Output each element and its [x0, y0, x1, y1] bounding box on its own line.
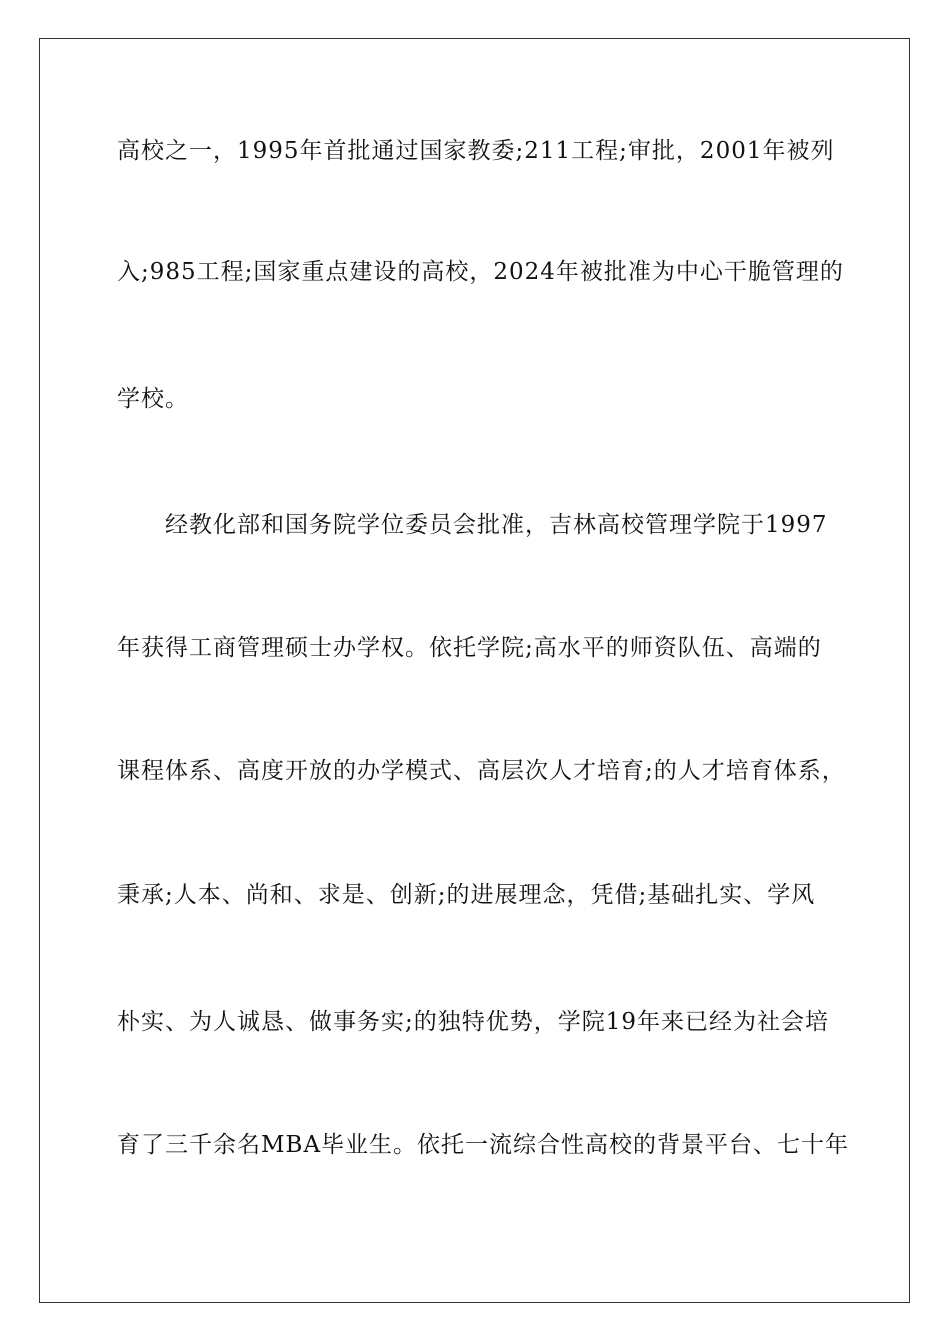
text-line-3: 学校。 [117, 386, 189, 412]
text-line-9: 育了三千余名MBA毕业生。依托一流综合性高校的背景平台、七十年 [117, 1132, 850, 1158]
page-border [39, 38, 910, 1303]
text-line-5: 年获得工商管理硕士办学权。依托学院;高水平的师资队伍、高端的 [117, 635, 822, 661]
text-line-1: 高校之一，1995年首批通过国家教委;211工程;审批，2001年被列 [117, 138, 835, 164]
text-line-6: 课程体系、高度开放的办学模式、高层次人才培育;的人才培育体系， [117, 758, 846, 784]
text-line-8: 朴实、为人诚恳、做事务实;的独特优势，学院19年来已经为社会培 [117, 1009, 830, 1035]
text-line-2: 入;985工程;国家重点建设的高校，2024年被批准为中心干脆管理的 [117, 259, 844, 285]
paragraph-2-line-1: 经教化部和国务院学位委员会批准，吉林高校管理学院于1997 [165, 512, 828, 538]
text-line-7: 秉承;人本、尚和、求是、创新;的进展理念，凭借;基础扎实、学风 [117, 882, 816, 908]
